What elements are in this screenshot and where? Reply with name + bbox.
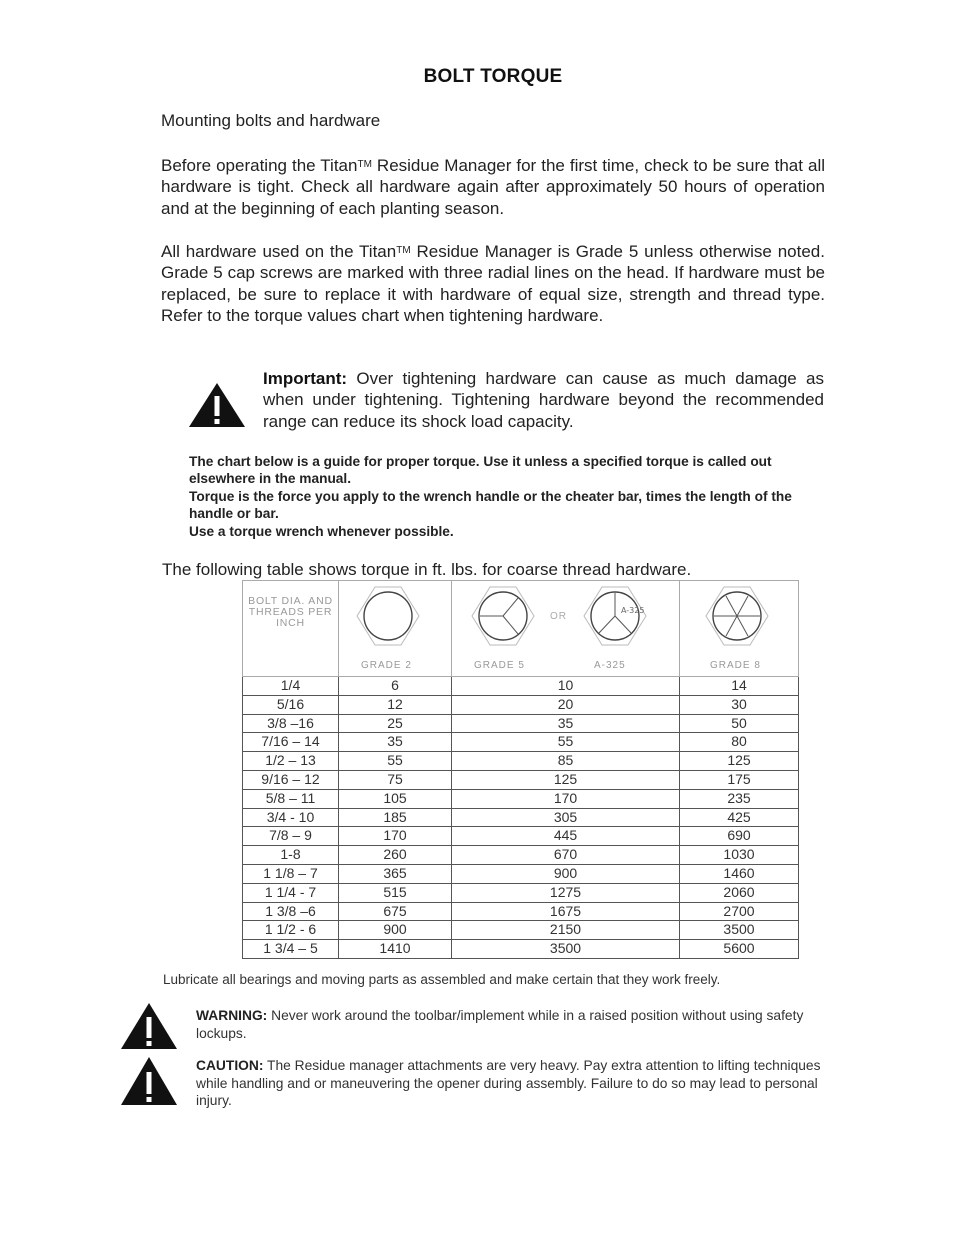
cell-grade2: 12 (339, 695, 452, 714)
cell-grade8: 3500 (680, 921, 799, 940)
cell-bolt-size: 1 1/4 - 7 (243, 883, 339, 902)
cell-grade5: 445 (452, 827, 680, 846)
caution-notice (196, 1057, 826, 1110)
table-row (243, 770, 799, 789)
cell-grade2: 105 (339, 789, 452, 808)
cell-grade8: 2700 (680, 902, 799, 921)
cell-bolt-size: 5/16 (243, 695, 339, 714)
or-label: OR (550, 611, 567, 622)
cell-grade2: 675 (339, 902, 452, 921)
cell-grade5: 10 (452, 677, 680, 696)
table-intro: The following table shows torque in ft. lbs. for coarse thread hardware. (162, 560, 692, 579)
cell-grade5: 20 (452, 695, 680, 714)
warning-triangle-icon (188, 382, 246, 428)
cell-grade8: 175 (680, 770, 799, 789)
cell-grade5: 1675 (452, 902, 680, 921)
warning-notice (196, 1007, 826, 1042)
grade2-bolt-head-icon (355, 585, 421, 647)
intro-paragraph (161, 154, 825, 219)
cell-grade5: 900 (452, 864, 680, 883)
cell-grade8: 30 (680, 695, 799, 714)
cell-grade5: 170 (452, 789, 680, 808)
cell-grade8: 1460 (680, 864, 799, 883)
grade5-bolt-head-icon (470, 585, 536, 647)
table-row (243, 921, 799, 940)
para2-text-end: Residue Manager is Grade 5 unless otherwise noted. Grade 5 cap screws are marked with three radial lines on the head. If hardware must be replaced, be sure to replace it with hardware of equal size, strength and thread type. Refer to the torque values chart when tightening hardware. (161, 242, 825, 325)
table-row (243, 864, 799, 883)
torque-table (242, 580, 799, 959)
grade8-bolt-head-icon (704, 585, 770, 647)
important-notice (188, 368, 828, 434)
cell-grade2: 365 (339, 864, 452, 883)
cell-grade2: 185 (339, 808, 452, 827)
trademark-mark: TM (357, 159, 372, 170)
table-row (243, 677, 799, 696)
cell-bolt-size: 1/2 – 13 (243, 752, 339, 771)
cell-bolt-size: 1 1/2 - 6 (243, 921, 339, 940)
cell-bolt-size: 7/16 – 14 (243, 733, 339, 752)
cell-bolt-size: 5/8 – 11 (243, 789, 339, 808)
warning-label: WARNING: (196, 1008, 268, 1023)
a325-label: A-325 (594, 660, 626, 671)
caution-body: The Residue manager attachments are very heavy. Pay extra attention to lifting techniques while handling and or maneuvering the opener during assembly. Failure to do so may lead to personal injury. (196, 1058, 821, 1108)
guide-line: Use a torque wrench whenever possible. (189, 523, 454, 539)
header-grade2 (339, 581, 452, 677)
lubricate-note: Lubricate all bearings and moving parts as assembled and make certain that they work freely. (163, 972, 721, 987)
table-row (243, 789, 799, 808)
table-row (243, 940, 799, 959)
cell-grade5: 670 (452, 846, 680, 865)
table-row (243, 902, 799, 921)
para1-text-start: Before operating the Titan (161, 156, 358, 175)
cell-grade8: 2060 (680, 883, 799, 902)
page-title: BOLT TORQUE (423, 66, 563, 87)
cell-bolt-size: 1-8 (243, 846, 339, 865)
table-header-row (243, 581, 799, 677)
para1-text-end: Residue Manager for the first time, check to be sure that all hardware is tight. Check all hardware again after approximately 50 hours of operation and at the beginning of each planting season. (161, 156, 825, 218)
cell-grade8: 125 (680, 752, 799, 771)
cell-bolt-size: 9/16 – 12 (243, 770, 339, 789)
cell-grade2: 515 (339, 883, 452, 902)
grade-paragraph (161, 240, 825, 326)
cell-grade2: 170 (339, 827, 452, 846)
warning-body: Never work around the toolbar/implement while in a raised position without using safety lockups. (196, 1008, 804, 1041)
cell-grade2: 75 (339, 770, 452, 789)
guide-line: Torque is the force you apply to the wrench handle or the cheater bar, times the length of the handle or bar. (189, 488, 792, 522)
cell-grade2: 25 (339, 714, 452, 733)
cell-bolt-size: 3/8 –16 (243, 714, 339, 733)
cell-bolt-size: 3/4 - 10 (243, 808, 339, 827)
cell-grade2: 6 (339, 677, 452, 696)
cell-grade2: 900 (339, 921, 452, 940)
table-row (243, 695, 799, 714)
cell-bolt-size: 1 1/8 – 7 (243, 864, 339, 883)
grade8-label: GRADE 8 (710, 660, 761, 671)
cell-grade8: 425 (680, 808, 799, 827)
cell-grade8: 14 (680, 677, 799, 696)
table-row (243, 846, 799, 865)
cell-grade8: 50 (680, 714, 799, 733)
caution-label: CAUTION: (196, 1058, 264, 1073)
important-label: Important: (263, 369, 348, 388)
a325-stamp-text: A-325 (621, 606, 645, 615)
important-text (263, 368, 824, 432)
cell-grade5: 125 (452, 770, 680, 789)
cell-grade5: 35 (452, 714, 680, 733)
cell-bolt-size: 7/8 – 9 (243, 827, 339, 846)
cell-grade8: 235 (680, 789, 799, 808)
torque-guide-notes (189, 453, 829, 540)
cell-grade2: 1410 (339, 940, 452, 959)
cell-bolt-size: 1 3/8 –6 (243, 902, 339, 921)
section-subtitle: Mounting bolts and hardware (161, 111, 381, 130)
cell-bolt-size: 1 3/4 – 5 (243, 940, 339, 959)
table-row (243, 808, 799, 827)
table-row (243, 827, 799, 846)
header-grade5 (452, 581, 680, 677)
cell-bolt-size: 1/4 (243, 677, 339, 696)
table-row (243, 733, 799, 752)
a325-bolt-head-icon (582, 585, 648, 647)
header-grade8 (680, 581, 799, 677)
cell-grade2: 55 (339, 752, 452, 771)
table-row (243, 714, 799, 733)
cell-grade5: 55 (452, 733, 680, 752)
cell-grade2: 35 (339, 733, 452, 752)
warning-triangle-icon (120, 1002, 178, 1050)
header-bolt-dia: BOLT DIA. AND THREADS PER INCH (243, 581, 339, 677)
cell-grade8: 5600 (680, 940, 799, 959)
cell-grade5: 3500 (452, 940, 680, 959)
guide-line: The chart below is a guide for proper torque. Use it unless a specified torque is called out elsewhere in the manual. (189, 454, 772, 487)
table-row (243, 883, 799, 902)
trademark-mark: TM (396, 245, 411, 256)
grade5-label: GRADE 5 (474, 660, 525, 671)
cell-grade8: 80 (680, 733, 799, 752)
caution-triangle-icon (120, 1056, 178, 1106)
cell-grade5: 85 (452, 752, 680, 771)
para2-text-start: All hardware used on the Titan (161, 242, 397, 261)
cell-grade5: 305 (452, 808, 680, 827)
cell-grade8: 1030 (680, 846, 799, 865)
cell-grade2: 260 (339, 846, 452, 865)
cell-grade5: 1275 (452, 883, 680, 902)
cell-grade8: 690 (680, 827, 799, 846)
torque-table-body (243, 677, 799, 959)
table-row (243, 752, 799, 771)
grade2-label: GRADE 2 (361, 660, 412, 671)
important-body: Over tightening hardware can cause as much damage as when under tightening. Tightening hardware beyond the recommended range can reduce its shock load capacity. (263, 369, 824, 431)
cell-grade5: 2150 (452, 921, 680, 940)
